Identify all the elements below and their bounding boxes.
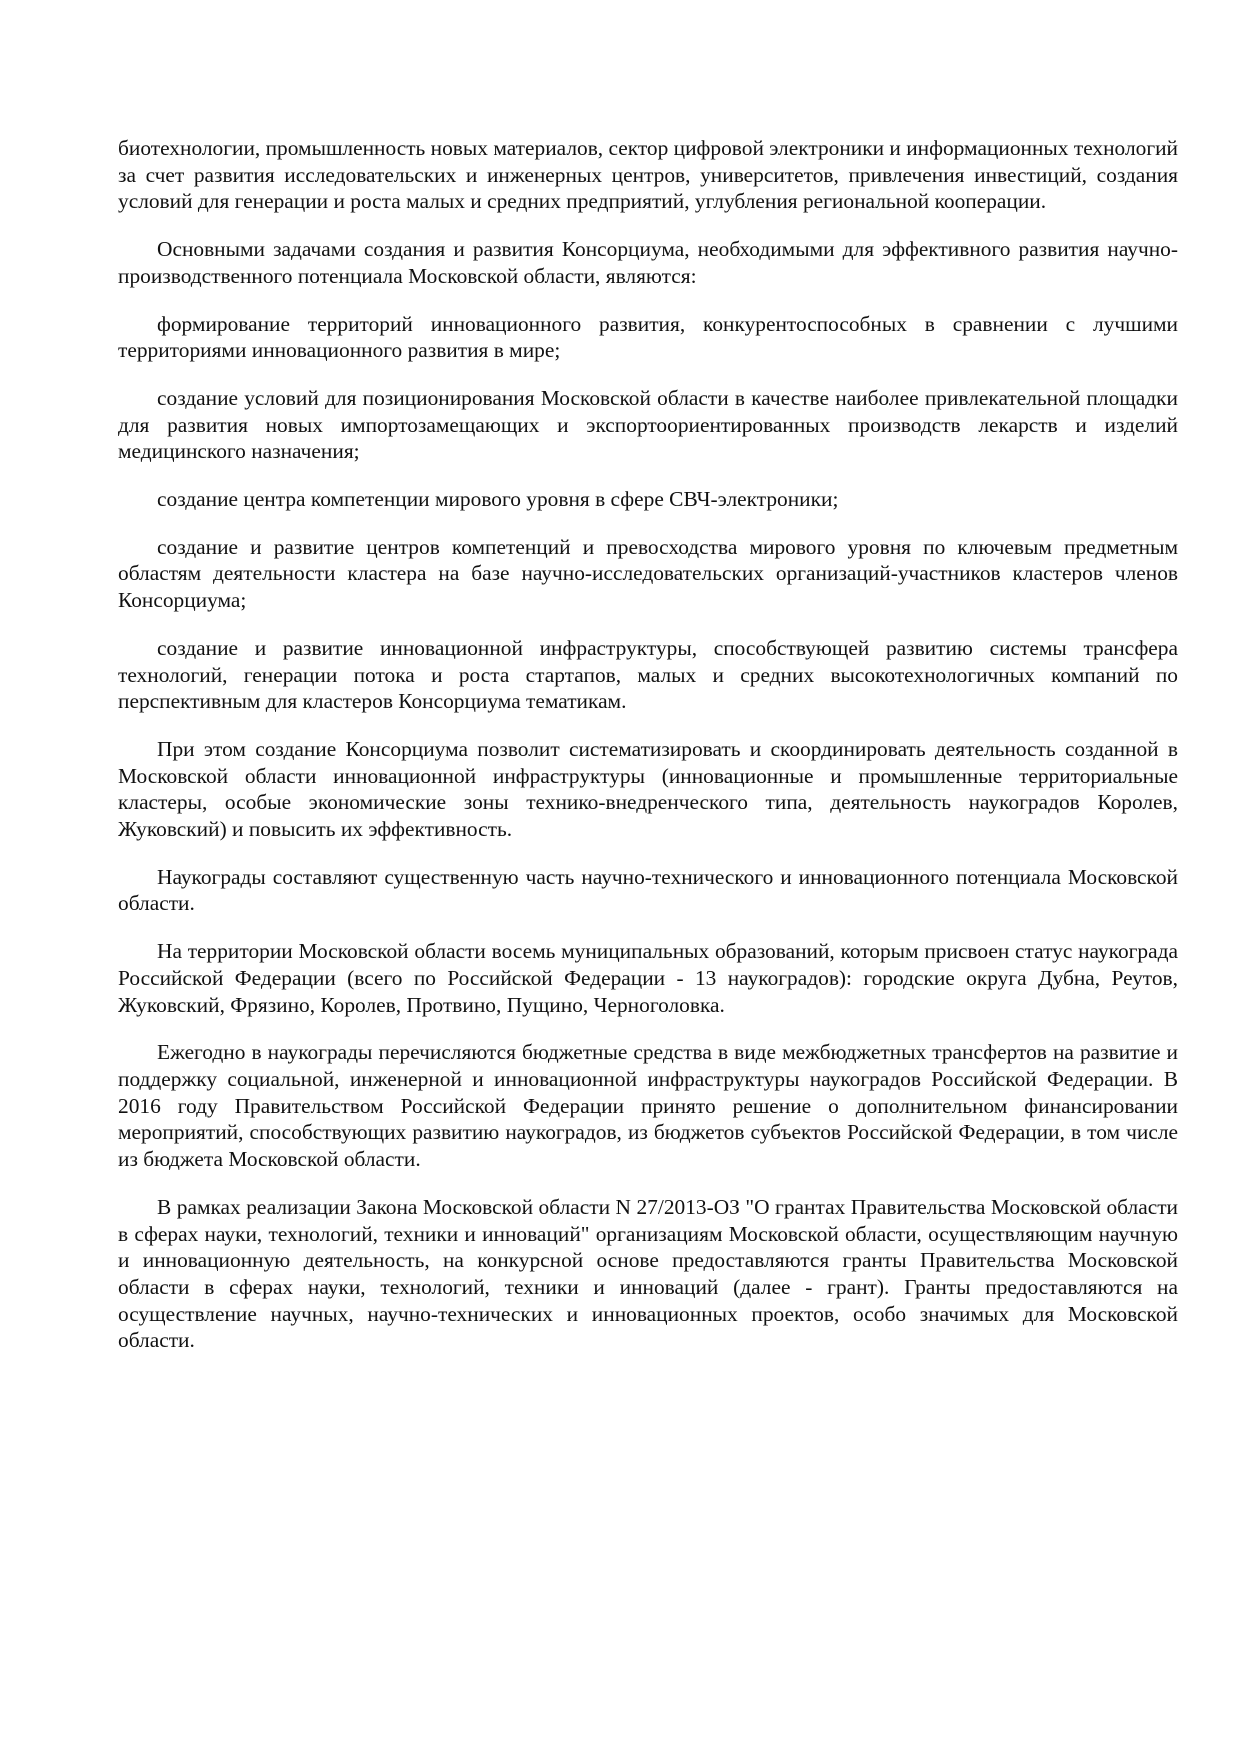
paragraph: Наукограды составляют существенную часть научно-технического и инновационного потенциала Московской области.: [118, 864, 1178, 916]
paragraph: создание центра компетенции мирового уровня в сфере СВЧ-электроники;: [157, 487, 839, 512]
paragraph: При этом создание Консорциума позволит систематизировать и скоординировать деятельность созданной в Московской области инновационной инфраструктуры (инновационные и промышленные территориальные кластеры, особые экономические зоны технико-внедренческого типа, деятельность наукоградов Королев, Жуковский) и повысить их эффективность.: [118, 736, 1178, 842]
paragraph: биотехнологии, промышленность новых материалов, сектор цифровой электроники и информационных технологий за счет развития исследовательских и инженерных центров, университетов, привлечения инвестиций, создания условий для генерации и роста малых и средних предприятий, углубления региональной кооперации.: [118, 136, 1178, 214]
paragraph: создание и развитие инновационной инфраструктуры, способствующей развитию системы трансфера технологий, генерации потока и роста стартапов, малых и средних высокотехнологичных компаний по перспективным для кластеров Консорциума тематикам.: [118, 635, 1178, 714]
paragraph: формирование территорий инновационного развития, конкурентоспособных в сравнении с лучшими территориями инновационного развития в мире;: [118, 311, 1178, 363]
paragraph: создание условий для позиционирования Московской области в качестве наиболее привлекательной площадки для развития новых импортозамещающих и экспортоориентированных производств лекарств и изделий медицинского назначения;: [118, 385, 1178, 464]
paragraph: создание и развитие центров компетенций и превосходства мирового уровня по ключевым предметным областям деятельности кластера на базе научно-исследовательских организаций-участников кластеров членов Консорциума;: [118, 534, 1178, 613]
paragraph: Основными задачами создания и развития Консорциума, необходимыми для эффективного развития научно-производственного потенциала Московской области, являются:: [118, 237, 1178, 288]
paragraph: Ежегодно в наукограды перечисляются бюджетные средства в виде межбюджетных трансфертов на развитие и поддержку социальной, инженерной и инновационной инфраструктуры наукоградов Российской Федерации. В 2016 году Правительством Российской Федерации принято решение о дополнительном финансировании мероприятий, способствующих развитию наукоградов, из бюджетов субъектов Российской Федерации, в том числе из бюджета Московской области.: [118, 1040, 1178, 1172]
paragraph: В рамках реализации Закона Московской области N 27/2013-ОЗ "О грантах Правительства Московской области в сферах науки, технологий, техники и инноваций" организациям Московской области, осуществляющим научную и инновационную деятельность, на конкурсной основе предоставляются гранты Правительства Московской области в сферах науки, технологий, техники и инноваций (далее - грант). Гранты предоставляются на осуществление научных, научно-технических и инновационных проектов, особо значимых для Московской области.: [118, 1194, 1178, 1353]
paragraph: На территории Московской области восемь муниципальных образований, которым присвоен статус наукограда Российской Федерации (всего по Российской Федерации - 13 наукоградов): городские округа Дубна, Реутов, Жуковский, Фрязино, Королев, Протвино, Пущино, Черноголовка.: [118, 939, 1178, 1017]
document-page: [118, 135, 1178, 1375]
